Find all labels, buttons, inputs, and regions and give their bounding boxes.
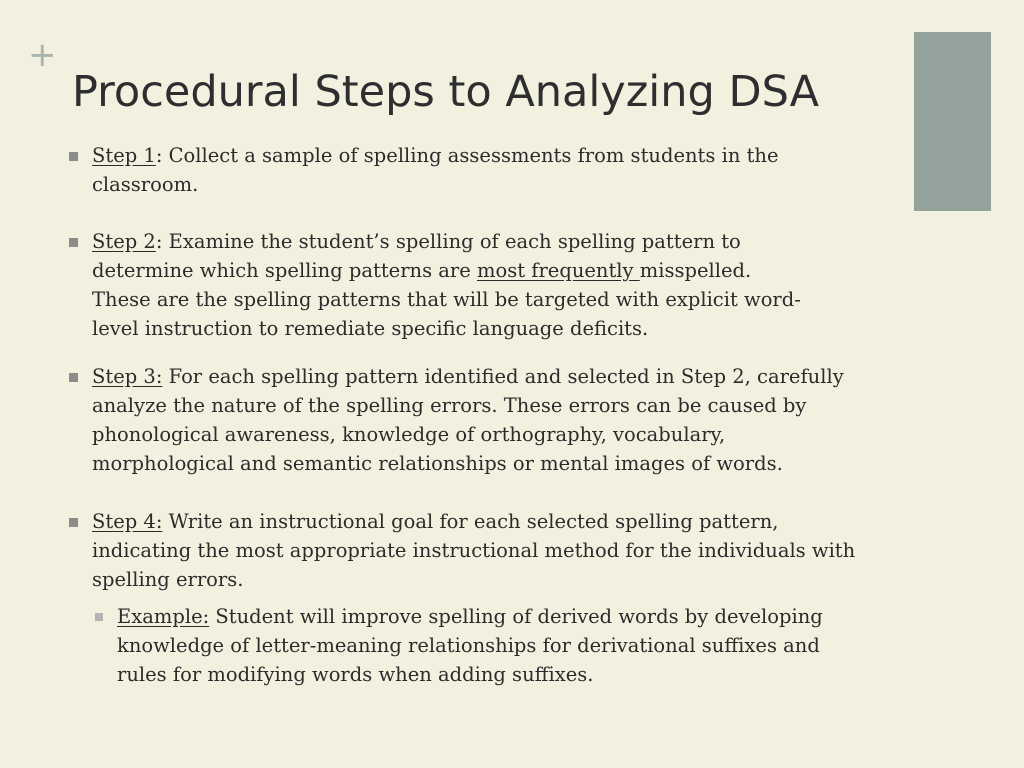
plus-icon: + [28, 35, 57, 75]
step-1-label: Step 1 [92, 144, 156, 167]
example-label: Example: [117, 605, 210, 628]
step-1-text: : Collect a sample of spelling assessments from students in the [155, 144, 779, 167]
step-3-line-4: morphological and semantic relationships or mental images of words. [92, 452, 783, 475]
step-4-bullet [92, 507, 952, 594]
step-2-label: Step 2 [92, 230, 156, 253]
bullet-square-icon [69, 152, 78, 161]
step-2-bullet [92, 227, 952, 343]
bullet-square-icon [69, 238, 78, 247]
example-line-1 [117, 602, 977, 631]
step-2-line-4: level instruction to remediate specific language deficits. [92, 317, 649, 340]
step-3-text: For each spelling pattern identified and selected in Step 2, carefully [162, 365, 844, 388]
step-4-line-1 [92, 507, 952, 536]
step-3-bullet [92, 362, 952, 478]
step-3-line-2: analyze the nature of the spelling errors. These errors can be caused by [92, 394, 807, 417]
slide-title: Procedural Steps to Analyzing DSA [72, 67, 820, 117]
example-line-2: knowledge of letter-meaning relationships for derivational suffixes and [117, 634, 820, 657]
step-2-text: : Examine the student’s spelling of each spelling pattern to [155, 230, 741, 253]
sub-bullet-square-icon [95, 613, 103, 621]
step-2-line-3: These are the spelling patterns that will be targeted with explicit word- [92, 288, 801, 311]
bullet-square-icon [69, 373, 78, 382]
step-2-line-2 [92, 256, 952, 285]
step-1-bullet [92, 141, 952, 199]
step-3-label: Step 3: [92, 365, 163, 388]
step-4-line-3: spelling errors. [92, 568, 244, 591]
step-4-text: Write an instructional goal for each selected spelling pattern, [162, 510, 779, 533]
example-text: Student will improve spelling of derived words by developing [209, 605, 823, 628]
step-2-text: misspelled. [639, 259, 752, 282]
step-3-line-3: phonological awareness, knowledge of orthography, vocabulary, [92, 423, 726, 446]
step-3-line-1 [92, 362, 952, 391]
step-1-line-1 [92, 141, 952, 170]
step-4-label: Step 4: [92, 510, 163, 533]
step-2-text: determine which spelling patterns are [92, 259, 477, 282]
step-2-line-1 [92, 227, 952, 256]
example-line-3: rules for modifying words when adding suffixes. [117, 663, 594, 686]
example-sub-bullet [117, 602, 977, 689]
step-4-line-2: indicating the most appropriate instructional method for the individuals with [92, 539, 856, 562]
bullet-square-icon [69, 518, 78, 527]
step-2-emphasis: most frequently [476, 259, 640, 282]
step-1-line-2: classroom. [92, 173, 199, 196]
